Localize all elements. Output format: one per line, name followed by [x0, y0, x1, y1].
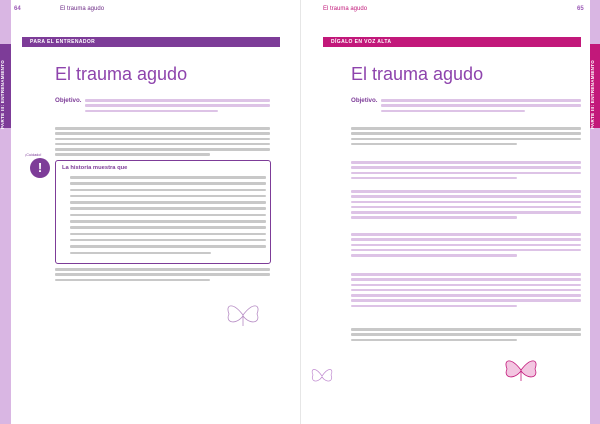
left-side-tab-label: PARTE III: ENTRENAMIENTO — [0, 60, 5, 130]
left-page-number: 64 — [14, 6, 21, 12]
butterfly-illustration-icon — [223, 300, 263, 330]
left-intro-paragraph — [55, 127, 270, 159]
left-section-band: PARA EL ENTRENADOR — [22, 37, 280, 47]
right-italic-passage-3 — [351, 233, 581, 259]
right-italic-passage-1 — [351, 161, 581, 182]
left-running-head: El trauma agudo — [60, 6, 105, 12]
right-page — [300, 0, 600, 424]
infobox-title: La historia muestra que — [62, 165, 128, 171]
right-objective-text — [381, 99, 581, 115]
history-infobox — [55, 160, 271, 264]
caution-badge-label: ¡Cuidado! — [25, 153, 42, 157]
infobox-list — [70, 176, 266, 258]
right-objective-label: Objetivo. — [351, 97, 378, 104]
left-closing-paragraph — [55, 268, 270, 284]
right-italic-passage-4 — [351, 273, 581, 310]
right-trainer-instructions — [351, 127, 581, 148]
pink-butterfly-illustration-icon — [501, 355, 541, 385]
left-page-title: El trauma agudo — [55, 64, 188, 84]
right-side-tab-label: PARTE III: ENTRENAMIENTO — [590, 60, 595, 130]
right-section-band: DÍGALO EN VOZ ALTA — [323, 37, 581, 47]
small-butterfly-icon — [309, 365, 335, 387]
right-running-head: El trauma agudo — [323, 6, 368, 12]
right-italic-passage-2 — [351, 190, 581, 222]
right-page-number: 65 — [577, 6, 584, 12]
caution-exclamation-icon: ! — [30, 158, 50, 178]
right-trainer-closing — [351, 328, 581, 344]
left-objective-label: Objetivo. — [55, 97, 82, 104]
left-objective-text — [85, 99, 270, 115]
right-page-title: El trauma agudo — [351, 64, 484, 84]
